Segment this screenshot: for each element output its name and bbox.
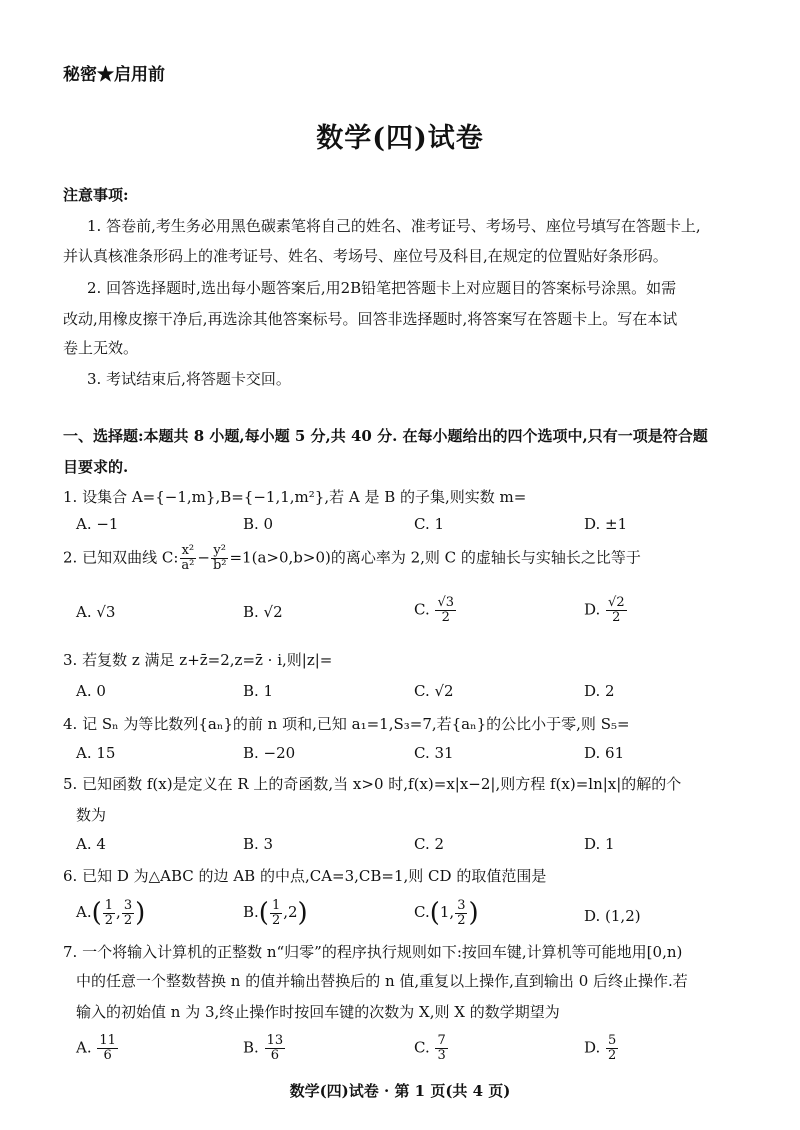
option-label: A. xyxy=(76,1038,97,1057)
fraction xyxy=(211,544,229,573)
option-label: B. xyxy=(243,903,259,921)
fraction xyxy=(97,1034,118,1063)
numerator: √3 xyxy=(437,595,455,610)
numerator: 11 xyxy=(99,1033,116,1048)
question-5-option-a: A. 4 xyxy=(76,835,106,853)
question-1-option-c: C. 1 xyxy=(414,515,445,533)
question-4-option-a: A. 15 xyxy=(76,744,116,762)
denominator: 2 xyxy=(441,610,450,625)
option-label: A. xyxy=(76,903,92,921)
question-7-option-b xyxy=(243,1034,286,1063)
fraction xyxy=(270,899,282,928)
question-4-option-d: D. 61 xyxy=(584,744,625,762)
question-7-stem-cont: 中的任意一个整数替换 n 的值并输出替换后的 n 值,重复以上操作,直到输出 0 后终止操作.若 xyxy=(76,972,688,990)
notice-heading: 注意事项: xyxy=(63,186,129,204)
denominator: 6 xyxy=(270,1048,279,1063)
denominator: a² xyxy=(181,558,195,573)
denominator: 2 xyxy=(608,1048,617,1063)
question-7-option-c xyxy=(414,1034,449,1063)
numerator: 7 xyxy=(437,1033,446,1048)
fraction xyxy=(455,899,467,928)
fraction xyxy=(606,596,627,625)
question-4-option-c: C. 31 xyxy=(414,744,454,762)
fraction xyxy=(435,596,456,625)
denominator: b² xyxy=(212,558,227,573)
page-title: 数学(四)试卷 xyxy=(316,123,484,154)
question-5-option-c: C. 2 xyxy=(414,835,445,853)
question-7-stem: 7. 一个将输入计算机的正整数 n“归零”的程序执行规则如下:按回车键,计算机等可能地用[0,n) xyxy=(63,943,683,961)
question-6-option-c xyxy=(414,898,479,928)
question-5-option-d: D. 1 xyxy=(584,835,615,853)
denominator: 2 xyxy=(271,912,281,928)
question-2-stem-end: =1(a>0,b>0)的离心率为 2,则 C 的虚轴长与实轴长之比等于 xyxy=(229,548,641,567)
fraction xyxy=(606,1034,618,1063)
question-2-option-d xyxy=(584,596,628,625)
denominator: 2 xyxy=(457,912,466,928)
question-6-option-b xyxy=(243,898,308,928)
question-3-option-c: C. √2 xyxy=(414,682,454,700)
question-2-stem-start: 2. 已知双曲线 C: xyxy=(63,548,179,567)
question-6-option-a xyxy=(76,898,145,928)
interval-head: 1, xyxy=(439,903,455,921)
left-paren: ( xyxy=(429,898,440,928)
denominator: 6 xyxy=(103,1048,112,1063)
fraction xyxy=(179,544,196,573)
denominator: 2 xyxy=(123,912,133,928)
section-heading-cont: 目要求的. xyxy=(63,458,129,476)
numerator: y² xyxy=(213,543,226,558)
option-label: C. xyxy=(414,600,435,619)
option-label: C. xyxy=(414,1038,435,1057)
notice-line: 并认真核准条形码上的准考证号、姓名、考场号、座位号及科目,在规定的位置贴好条形码。 xyxy=(63,247,668,265)
denominator: 3 xyxy=(437,1048,446,1063)
numerator: x² xyxy=(181,543,195,558)
question-2-option-b: B. √2 xyxy=(243,603,283,621)
question-2-option-c xyxy=(414,596,457,625)
notice-line: 改动,用橡皮擦干净后,再选涂其他答案标号。回答非选择题时,将答案写在答题卡上。写在本试 xyxy=(63,310,678,328)
numerator: 13 xyxy=(266,1033,284,1048)
interval-tail: ,2 xyxy=(283,903,298,921)
numerator: 5 xyxy=(608,1033,617,1048)
question-1-option-d: D. ±1 xyxy=(584,515,628,533)
question-7-option-d xyxy=(584,1034,619,1063)
comma: , xyxy=(116,903,121,921)
minus-sign: − xyxy=(197,548,210,567)
notice-line: 卷上无效。 xyxy=(63,339,139,357)
question-2-stem xyxy=(63,544,641,573)
question-3-option-d: D. 2 xyxy=(584,682,615,700)
fraction xyxy=(265,1034,286,1063)
numerator: √2 xyxy=(608,595,625,610)
question-3-option-a: A. 0 xyxy=(76,682,106,700)
notice-line: 3. 考试结束后,将答题卡交回。 xyxy=(87,370,291,388)
question-7-option-a xyxy=(76,1034,119,1063)
question-6-stem: 6. 已知 D 为△ABC 的边 AB 的中点,CA=3,CB=1,则 CD 的取值范围是 xyxy=(63,867,547,885)
denominator: 2 xyxy=(104,912,114,928)
numerator: 3 xyxy=(123,897,133,913)
left-paren: ( xyxy=(258,898,269,928)
confidential-mark: 秘密★启用前 xyxy=(63,65,165,85)
question-7-stem-cont: 输入的初始值 n 为 3,终止操作时按回车键的次数为 X,则 X 的数学期望为 xyxy=(76,1003,560,1021)
question-1-stem: 1. 设集合 A={−1,m},B={−1,1,m²},若 A 是 B 的子集,则实数 m= xyxy=(63,488,527,506)
question-5-option-b: B. 3 xyxy=(243,835,274,853)
question-5-stem: 5. 已知函数 f(x)是定义在 R 上的奇函数,当 x>0 时,f(x)=x|x−2|,则方程 f(x)=ln|x|的解的个 xyxy=(63,775,682,793)
option-label: D. xyxy=(584,1038,606,1057)
fraction xyxy=(103,899,115,928)
question-3-option-b: B. 1 xyxy=(243,682,274,700)
question-6-option-d: D. (1,2) xyxy=(584,907,641,925)
notice-line: 1. 答卷前,考生务必用黑色碳素笔将自己的姓名、准考证号、考场号、座位号填写在答题卡上, xyxy=(87,217,701,235)
question-1-option-a: A. −1 xyxy=(76,515,119,533)
question-5-stem-cont: 数为 xyxy=(76,806,107,824)
notice-line: 2. 回答选择题时,选出每小题答案后,用2B铅笔把答题卡上对应题目的答案标号涂黑。如需 xyxy=(87,279,677,297)
page-footer: 数学(四)试卷 · 第 1 页(共 4 页) xyxy=(289,1082,511,1100)
right-paren: ) xyxy=(135,898,146,928)
denominator: 2 xyxy=(612,610,621,625)
question-4-option-b: B. −20 xyxy=(243,744,296,762)
option-label: B. xyxy=(243,1038,264,1057)
numerator: 1 xyxy=(271,897,281,913)
fraction xyxy=(122,899,134,928)
fraction xyxy=(435,1034,447,1063)
question-3-stem: 3. 若复数 z 满足 z+z̄=2,z=z̄ · i,则|z|= xyxy=(63,651,333,669)
question-1-option-b: B. 0 xyxy=(243,515,274,533)
left-paren: ( xyxy=(91,898,102,928)
right-paren: ) xyxy=(297,898,308,928)
option-label: C. xyxy=(414,903,430,921)
section-heading: 一、选择题:本题共 8 小题,每小题 5 分,共 40 分. 在每小题给出的四个选项中,只有一项是符合题 xyxy=(63,427,708,445)
numerator: 3 xyxy=(457,897,466,913)
option-label: D. xyxy=(584,600,606,619)
question-2-option-a: A. √3 xyxy=(76,603,116,621)
right-paren: ) xyxy=(468,898,479,928)
numerator: 1 xyxy=(104,897,114,913)
question-4-stem: 4. 记 Sₙ 为等比数列{aₙ}的前 n 项和,已知 a₁=1,S₃=7,若{aₙ}的公比小于零,则 S₅= xyxy=(63,715,630,733)
